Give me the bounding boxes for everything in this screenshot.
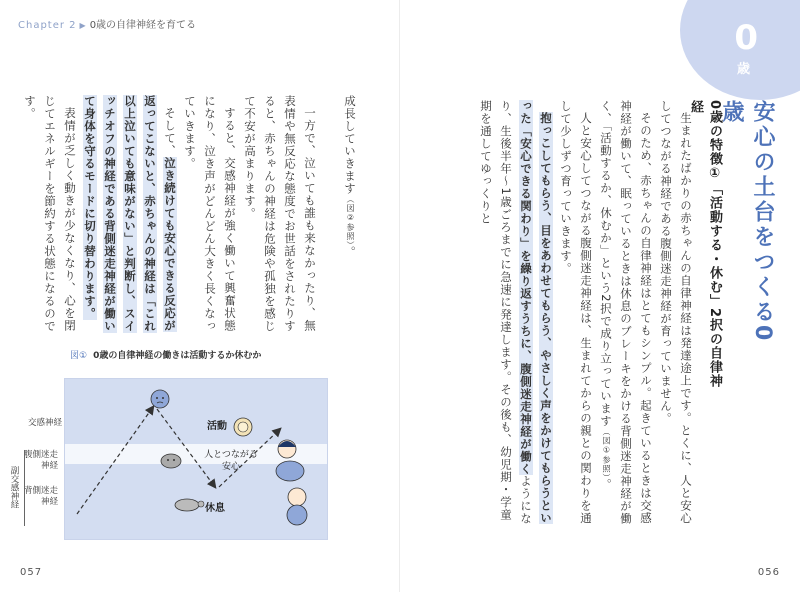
section-subtitle: 0歳の特徴①「活動する・休む」2択の自律神経: [688, 100, 722, 389]
axis-parasympathetic: 副交感神経: [9, 466, 19, 509]
figure-caption: [70, 348, 261, 361]
paragraph: 一方で、泣いても誰も来なかったり、無表情や無反応な態度でお世話をされたりすると、赤ちゃんの神経は危険や孤独を感じて不安が高まります。: [243, 95, 317, 333]
mother-baby-icon: [276, 440, 304, 481]
page-number-right: 056: [757, 567, 780, 578]
chapter-label: Chapter 2: [18, 20, 77, 31]
lion-icon: [234, 418, 252, 436]
paragraph: そして、泣き続けても安心できる反応が返ってこないと、赤ちゃんの神経は「これ以上泣いても意味がない」と判断し、スイッチオフの神経である背側迷走神経が働いて身体を守るモードに切り替わります。: [83, 95, 177, 333]
paragraph: 生まれたばかりの赤ちゃんの自律神経は発達途上です。とくに、人と安心してつながる神経である腹側迷走神経が育っていません。: [659, 100, 693, 524]
axis-ventral: 腹側迷走神経: [23, 450, 58, 471]
turtle-icon: [175, 499, 204, 511]
highlight-text: 泣き続けても安心できる反応が返ってこないと、赤ちゃんの神経は「これ以上泣いても意味がない」と判断し、スイッチオフの神経である背側迷走神経が働いて身体を守るモードに切り替わります。: [83, 95, 177, 333]
left-body-column: [20, 95, 360, 340]
figure-diagram: [64, 378, 328, 540]
paragraph: そのため、赤ちゃんの自律神経はとてもシンプル。起きているときは交感神経が働いて、眠っているときは休息のブレーキをかける背側迷走神経が働く、「活動するか、休むか」という2択で成り立っています（図①参照）。: [599, 100, 653, 525]
paragraph: 成長していきます（図②参照）。: [343, 95, 357, 259]
arrow-up-left: [77, 407, 153, 514]
figure-title: 0歳の自律神経の働きは活動するか休むか: [93, 351, 262, 361]
axis-sympathetic: 交感神経: [28, 418, 63, 428]
parasympathetic-bracket: [24, 450, 25, 526]
label-connect: 人とつながる 安心: [204, 450, 258, 472]
label-rest: 休息: [205, 503, 225, 514]
chapter-unit: 歳: [736, 62, 750, 77]
highlight-text: 抱っこしてもらう、目をあわせてもらう、やさしく声をかけてもらうといった「安心できる関わり」を繰り返すうちに、: [519, 100, 553, 524]
sleeping-baby-icon: [287, 488, 307, 525]
paragraph: 抱っこしてもらう、目をあわせてもらう、やさしく声をかけてもらうといった「安心できる関わり」を繰り返すうちに、腹側迷走神経が働くようになり、生後半年〜1歳ごろまでに急速に発達します。その後も、幼児期・学童期を通してゆっくりと: [479, 100, 553, 525]
label-active: 活動: [207, 421, 227, 432]
figure-number: 図①: [70, 351, 88, 361]
chapter-number: 0: [734, 18, 758, 58]
highlight-text: 腹側迷走神経が働く: [519, 362, 533, 475]
right-body-column: [476, 100, 696, 530]
dog-icon: [161, 454, 181, 468]
paragraph: 表情が乏しく動きが少なくなり、心を閉じてエネルギーを節約する状態になるのです。: [23, 95, 77, 333]
paragraph: すると、交感神経が強く働いて興奮状態になり、泣き声がどんどん大きく長くなっていきます。: [183, 95, 237, 333]
running-head: [18, 16, 196, 31]
section-title: 安心の土台をつくる0歳: [719, 100, 775, 344]
axis-dorsal: 背側迷走神経: [23, 486, 58, 507]
triangle-icon: ▶: [79, 21, 87, 30]
crying-baby-icon: [151, 390, 169, 408]
page-number-left: 057: [20, 567, 43, 578]
right-page: [400, 0, 800, 592]
paragraph: 人と安心してつながる腹側迷走神経は、生まれてからの親との関わりを通して少しずつ育っていきます。: [559, 100, 593, 524]
chapter-title: 0歳の自律神経を育てる: [89, 20, 197, 31]
